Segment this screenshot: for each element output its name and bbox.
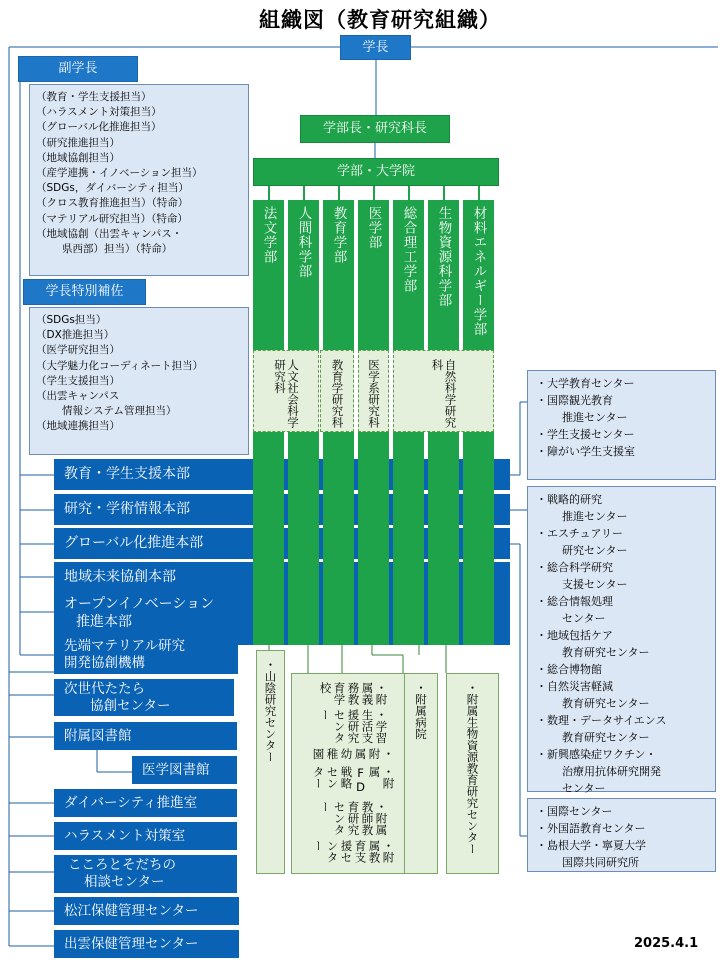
faculty-medicine: 医学部 [358, 200, 389, 350]
list-line: （SDGs，ダイバーシティ担当） [36, 182, 189, 195]
education-centers-box [527, 370, 716, 480]
faculty-education: 教育学部 [323, 200, 354, 350]
library: 附属図書館 [54, 722, 237, 750]
list-line: 教育研究センター [562, 697, 650, 710]
counseling-line2: 相談センター [84, 874, 165, 890]
list-line: ・エスチュアリー [536, 527, 624, 540]
list-line: （DX推進担当） [36, 329, 115, 342]
list-line: ・戦略的研究 [536, 493, 602, 506]
list-line: 支援センター [562, 578, 628, 591]
faculty-stripe [358, 432, 389, 645]
list-line: （クロス教育推進担当）（特命） [36, 197, 189, 210]
vice-president-duties [29, 84, 249, 276]
faculty-life-environmental: 生物資源科学部 [428, 200, 459, 350]
faculty-law-letters: 法文学部 [253, 200, 284, 350]
counseling-center [54, 855, 237, 893]
attached-fd-strategy: ・附属FD戦略センター [311, 766, 396, 795]
advanced-material-line2: 開発協創機構 [64, 655, 145, 671]
list-line: 治療用抗体研究開発 [562, 765, 661, 778]
list-line: 研究センター [562, 544, 628, 557]
faculty-connector [478, 186, 480, 200]
global-centers-box [527, 798, 716, 872]
grad-school-natural-science: 自然科学研究科 [393, 350, 494, 432]
list-line: （産学連携・イノベーション担当） [36, 167, 203, 180]
president-box: 学長 [340, 35, 411, 60]
hq-open-innovation-line1: オープンイノベーション [64, 596, 215, 612]
list-line: ・総合博物館 [536, 663, 602, 676]
faculty-human-science: 人間科学部 [288, 200, 319, 350]
attached-hospital: ・附属病院 [404, 673, 438, 874]
list-line: ・障がい学生支援室 [536, 445, 635, 458]
advanced-material-org [54, 636, 238, 674]
page-title: 組織図（教育研究組織） [259, 8, 501, 32]
attached-teacher-education: ・附属教師教育研究センター [318, 800, 389, 836]
faculty-connector [268, 186, 270, 200]
list-line: （地域協創（出雲キャンパス・ [36, 227, 183, 240]
faculty-connector [443, 186, 445, 200]
list-line: 教育研究センター [562, 731, 650, 744]
list-line: ・国際センター [536, 805, 613, 818]
grad-school-medicine: 医学系研究科 [358, 350, 389, 432]
faculty-stripe [253, 432, 284, 645]
list-line: ・自然災害軽減 [536, 680, 613, 693]
research-centers-box [527, 486, 716, 795]
list-line: ・地域包括ケア [536, 629, 613, 642]
special-assistant-box: 学長特別補佐 [23, 279, 146, 305]
faculty-stripe [288, 432, 319, 645]
harassment-office: ハラスメント対策室 [54, 822, 237, 850]
list-line: 推進センター [562, 510, 628, 523]
list-line: 情報システム管理担当） [62, 405, 177, 418]
tatara-line2: 協創センター [90, 698, 171, 714]
list-line: センター [562, 782, 606, 795]
list-line: （大学魅力化コーディネート担当） [36, 359, 204, 372]
vice-president-box: 副学長 [18, 56, 138, 82]
list-line: （地域連携担当） [36, 420, 120, 433]
list-line: （マテリアル研究担当）（特命） [36, 212, 188, 225]
faculty-stripe [323, 432, 354, 645]
list-line: （教育・学生支援担当） [36, 91, 152, 103]
tatara-center [54, 679, 234, 716]
matsue-health-center: 松江保健管理センター [54, 897, 239, 925]
medical-library: 医学図書館 [132, 756, 237, 784]
faculty-connector [338, 186, 340, 200]
list-line: ・総合情報処理 [536, 595, 613, 608]
list-line: ・国際観光教育 [536, 394, 613, 407]
list-line: （地域協創担当） [36, 151, 120, 164]
list-line: （学生支援担当） [36, 374, 120, 387]
faculty-connector [373, 186, 375, 200]
list-line: 推進センター [562, 411, 628, 424]
izumo-health-center: 出雲保健管理センター [54, 930, 239, 958]
grad-school-education: 教育学研究科 [320, 350, 354, 432]
list-line: ・外国語教育センター [536, 822, 646, 835]
list-line: ・総合科学研究 [536, 561, 613, 574]
list-line: ・新興感染症ワクチン・ [536, 748, 657, 761]
list-line: 教育研究センター [562, 646, 650, 659]
hq-open-innovation-line2: 推進本部 [76, 614, 132, 630]
faculty-header: 学部・大学院 [253, 158, 499, 186]
list-line: 県西部）担当）（特命） [62, 243, 173, 256]
attached-sanin-research-center: ・山陰研究センター [256, 650, 285, 874]
revision-date: 2025.4.1 [634, 936, 699, 951]
list-line: ・数理・データサイエンス [536, 714, 667, 727]
list-line: （ハラスメント対策担当） [36, 106, 162, 119]
counseling-line1: こころとそだちの [68, 857, 176, 873]
faculty-stripe [393, 432, 424, 645]
attached-education-group [291, 673, 416, 874]
hq-regional-cocreation: 地域未来協創本部 [54, 562, 510, 593]
attached-kindergarten: ・附属幼稚園 [311, 748, 396, 760]
list-line: センター [562, 612, 606, 625]
grad-school-humanities-social: 人文社会科学研究科 [253, 350, 319, 432]
list-line: （研究推進担当） [36, 136, 120, 149]
diversity-office: ダイバーシティ推進室 [54, 789, 237, 817]
faculty-connector [303, 186, 305, 200]
hq-research-academic: 研究・学術情報本部 [54, 494, 510, 525]
faculty-materials-energy: 材料エネルギー学部 [463, 200, 494, 350]
hq-education-student: 教育・学生支援本部 [54, 459, 510, 490]
attached-bioresources-center: ・附属生物資源教育研究センター [446, 673, 499, 874]
list-line: ・大学教育センター [536, 377, 635, 390]
tatara-line1: 次世代たたら [64, 681, 145, 697]
attached-education-support: ・附属教育支援センター [311, 839, 396, 863]
faculty-science-engineering: 総合理工学部 [393, 200, 424, 350]
faculty-connector [408, 186, 410, 200]
list-line: （出雲キャンパス [36, 390, 120, 403]
advanced-material-line1: 先端マテリアル研究 [64, 638, 185, 654]
faculty-stripe [463, 432, 494, 645]
hq-globalization: グローバル化推進本部 [54, 528, 510, 559]
dean-box: 学部長・研究科長 [300, 115, 450, 143]
list-line: （医学研究担当） [36, 344, 120, 357]
faculty-stripe [428, 432, 459, 645]
list-line: （SDGs担当） [36, 314, 107, 326]
special-assistant-duties [29, 307, 249, 455]
attached-compulsory-school: ・附属義務教育学校 [318, 682, 389, 705]
list-line: ・学生支援センター [536, 428, 635, 441]
list-line: ・島根大学・寧夏大学 [536, 839, 646, 852]
list-line: 国際共同研究所 [562, 856, 639, 869]
list-line: （グローバル化推進担当） [36, 121, 162, 134]
attached-learning-support: ・学習生活支援研究センター [318, 709, 389, 744]
